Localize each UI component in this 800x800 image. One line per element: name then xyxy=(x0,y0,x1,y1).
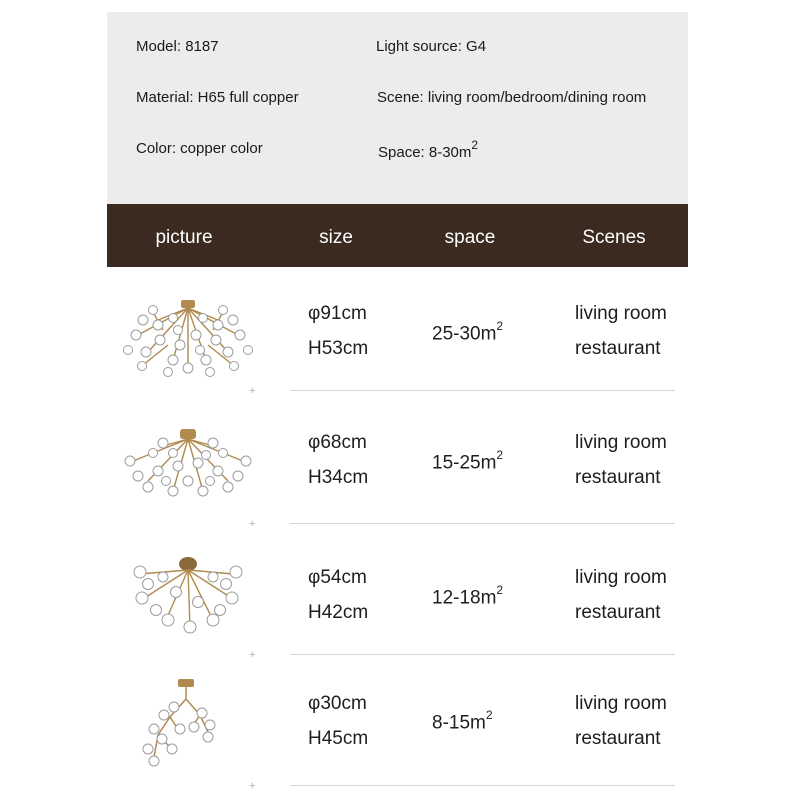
scene-restaurant: restaurant xyxy=(575,338,661,359)
header-size: size xyxy=(319,227,353,248)
size-diameter: φ91cm xyxy=(308,303,367,324)
scene-living-room: living room xyxy=(575,432,667,453)
space-value: $12-18m^2$ xyxy=(432,583,504,609)
chandelier-large-icon xyxy=(118,290,258,380)
spec-material: Material: H65 full copper xyxy=(136,89,299,106)
spec-scene: Scene: living room/bedroom/dining room xyxy=(377,89,647,106)
spec-panel xyxy=(107,12,688,204)
divider-plus-mark: + xyxy=(249,780,256,792)
size-height: H34cm xyxy=(308,467,369,488)
divider-plus-mark: + xyxy=(249,649,256,661)
chandelier-small-icon xyxy=(118,552,258,634)
table-row xyxy=(0,655,800,785)
spec-space: Space: $8-30m^2$ xyxy=(378,138,479,161)
space-value: $15-25m^2$ xyxy=(432,448,504,474)
size-diameter: φ30cm xyxy=(308,693,367,714)
header-picture: picture xyxy=(155,227,213,248)
scene-restaurant: restaurant xyxy=(575,467,661,488)
scene-restaurant: restaurant xyxy=(575,728,661,749)
spec-model: Model: 8187 xyxy=(136,38,219,55)
table-row xyxy=(0,391,800,523)
size-height: H45cm xyxy=(308,728,369,749)
scene-living-room: living room xyxy=(575,693,667,714)
table-row xyxy=(0,268,800,390)
size-diameter: φ54cm xyxy=(308,567,367,588)
table-row xyxy=(0,524,800,654)
divider-plus-mark: + xyxy=(249,518,256,530)
scene-restaurant: restaurant xyxy=(575,602,661,623)
chandelier-pendant-icon xyxy=(118,677,258,773)
divider-plus-mark: + xyxy=(249,385,256,397)
row-divider xyxy=(290,785,675,786)
space-value: $25-30m^2$ xyxy=(432,319,504,345)
table-header xyxy=(107,204,688,267)
scene-living-room: living room xyxy=(575,567,667,588)
header-space: space xyxy=(444,227,496,248)
spec-color: Color: copper color xyxy=(136,140,263,157)
space-value: $8-15m^2$ xyxy=(432,708,493,734)
chandelier-medium-icon xyxy=(118,421,258,503)
spec-light-source: Light source: G4 xyxy=(376,38,487,55)
size-height: H53cm xyxy=(308,338,369,359)
header-scenes: Scenes xyxy=(582,227,646,248)
size-height: H42cm xyxy=(308,602,369,623)
scene-living-room: living room xyxy=(575,303,667,324)
size-diameter: φ68cm xyxy=(308,432,367,453)
